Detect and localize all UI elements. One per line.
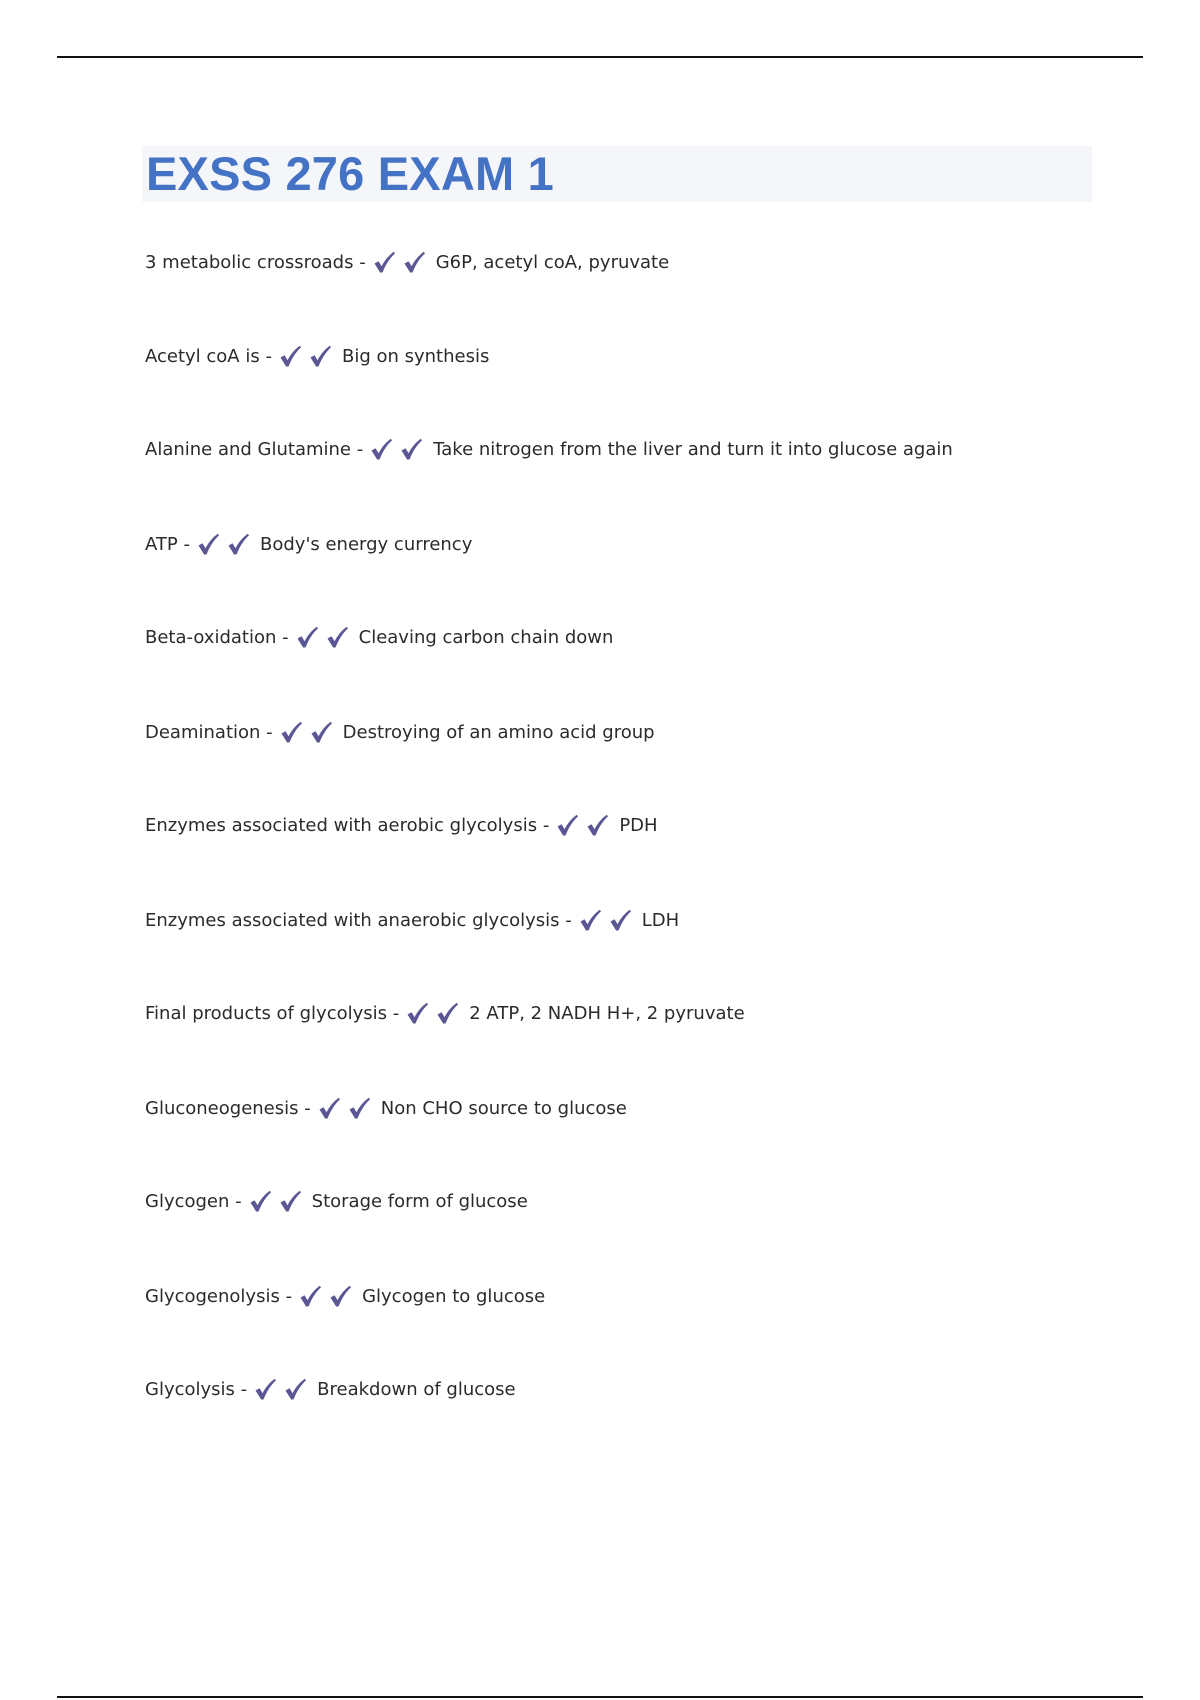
check-icon: [399, 437, 423, 461]
entry-term: Final products of glycolysis: [145, 1002, 388, 1024]
entry-answer: Body's energy currency: [260, 533, 473, 555]
entry-answer: 2 ATP, 2 NADH H+, 2 pyruvate: [469, 1002, 745, 1024]
entry-item: [145, 622, 613, 652]
entry-separator: -: [235, 1190, 242, 1212]
entry-item: [145, 905, 679, 935]
entry-term: Enzymes associated with anaerobic glycolysis: [145, 909, 560, 931]
entry-answer: Cleaving carbon chain down: [358, 626, 614, 648]
entry-separator: -: [240, 1378, 248, 1400]
check-icon: [578, 908, 602, 932]
check-pair: [253, 1377, 313, 1401]
top-rule: [57, 56, 1143, 58]
entry-answer: Destroying of an amino acid group: [342, 721, 655, 743]
check-icon: [317, 1096, 341, 1120]
entry-term: 3 metabolic crossroads: [145, 251, 354, 273]
check-pair: [372, 250, 432, 274]
check-pair: [578, 908, 638, 932]
entry-item: [145, 434, 953, 464]
entry-item: [145, 1281, 545, 1311]
check-pair: [317, 1096, 377, 1120]
entry-answer: Glycogen to glucose: [362, 1285, 546, 1307]
check-icon: [279, 720, 303, 744]
check-icon: [608, 908, 632, 932]
entry-item: [145, 810, 658, 840]
entry-separator: -: [266, 721, 273, 743]
entry-term: Enzymes associated with aerobic glycolysis: [145, 814, 538, 836]
check-icon: [278, 1189, 302, 1213]
entry-term: Acetyl coA is: [145, 345, 260, 367]
entry-separator: -: [359, 251, 366, 273]
check-icon: [347, 1096, 371, 1120]
check-pair: [248, 1189, 308, 1213]
check-icon: [298, 1284, 322, 1308]
entry-item: [145, 1374, 516, 1404]
entry-item: [145, 529, 472, 559]
check-icon: [325, 625, 349, 649]
check-pair: [298, 1284, 358, 1308]
entry-answer: Storage form of glucose: [311, 1190, 528, 1212]
entry-item: [145, 1093, 627, 1123]
entry-answer: Big on synthesis: [341, 345, 490, 367]
check-icon: [328, 1284, 352, 1308]
entry-separator: -: [282, 626, 289, 648]
entry-term: Deamination: [145, 721, 261, 743]
check-pair: [369, 437, 429, 461]
entry-answer: Take nitrogen from the liver and turn it into glucose again: [433, 438, 953, 460]
check-pair: [295, 625, 355, 649]
entry-term: Glycogenolysis: [145, 1285, 280, 1307]
entry-term: Glycogen: [145, 1190, 230, 1212]
check-pair: [196, 532, 256, 556]
entry-term: Alanine and Glutamine: [145, 438, 352, 460]
entry-separator: -: [265, 345, 272, 367]
check-icon: [369, 437, 393, 461]
check-icon: [248, 1189, 272, 1213]
check-icon: [253, 1377, 277, 1401]
check-icon: [405, 1001, 429, 1025]
entry-term: Glycolysis: [145, 1378, 235, 1400]
check-pair: [405, 1001, 465, 1025]
check-icon: [278, 344, 302, 368]
check-icon: [226, 532, 250, 556]
check-icon: [585, 813, 609, 837]
entry-answer: Breakdown of glucose: [317, 1378, 516, 1400]
entry-answer: G6P, acetyl coA, pyruvate: [435, 251, 670, 273]
entry-answer: Non CHO source to glucose: [380, 1097, 627, 1119]
entry-separator: -: [542, 814, 550, 836]
check-icon: [283, 1377, 307, 1401]
check-icon: [435, 1001, 459, 1025]
entry-term: ATP: [145, 533, 178, 555]
check-icon: [308, 344, 332, 368]
entry-item: [145, 717, 655, 747]
check-icon: [402, 250, 426, 274]
check-icon: [555, 813, 579, 837]
check-pair: [278, 344, 338, 368]
entry-term: Beta-oxidation: [145, 626, 277, 648]
entry-item: [145, 1186, 528, 1216]
check-icon: [309, 720, 333, 744]
entry-separator: -: [392, 1002, 400, 1024]
entry-separator: -: [356, 438, 364, 460]
entry-item: [145, 998, 745, 1028]
entry-term: Gluconeogenesis: [145, 1097, 299, 1119]
entry-item: [145, 341, 489, 371]
check-pair: [279, 720, 339, 744]
bottom-rule: [57, 1696, 1143, 1698]
entry-answer: LDH: [641, 909, 680, 931]
check-pair: [555, 813, 615, 837]
entry-answer: PDH: [619, 814, 658, 836]
entry-separator: -: [304, 1097, 311, 1119]
entry-separator: -: [285, 1285, 293, 1307]
entry-separator: -: [183, 533, 190, 555]
entry-item: [145, 247, 669, 277]
check-icon: [372, 250, 396, 274]
document-title: EXSS 276 EXAM 1: [146, 147, 554, 200]
check-icon: [295, 625, 319, 649]
check-icon: [196, 532, 220, 556]
entry-separator: -: [565, 909, 572, 931]
